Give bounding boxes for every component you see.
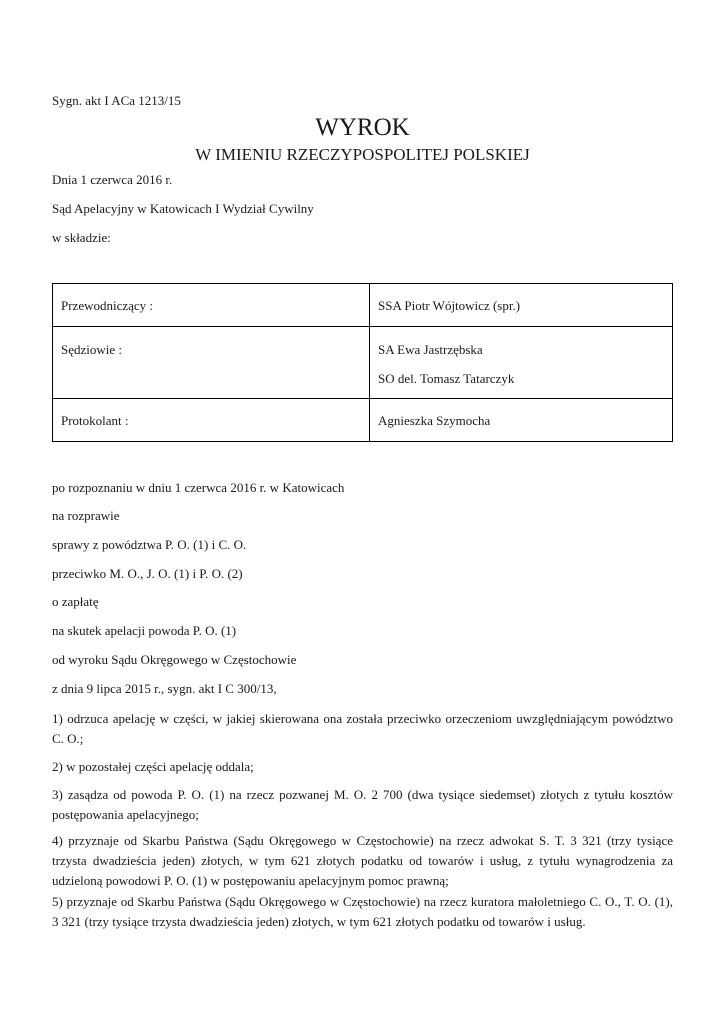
body-line: z dnia 9 lipca 2015 r., sygn. akt I C 300/13, bbox=[52, 681, 277, 696]
document-subtitle: W IMIENIU RZECZYPOSPOLITEJ POLSKIEJ bbox=[195, 145, 530, 164]
body-line: przeciwko M. O., J. O. (1) i P. O. (2) bbox=[52, 566, 243, 581]
court-name: Sąd Apelacyjny w Katowicach I Wydział Cywilny bbox=[52, 201, 314, 216]
ruling-point: 5) przyznaje od Skarbu Państwa (Sądu Okręgowego w Częstochowie) na rzecz kuratora małoletniego C. O., T. O. (1), 3 321 (trzy tysiące trzysta dwadzieścia jeden) złotych, w tym 621 złotych podatku od towarów i usług. bbox=[52, 894, 673, 929]
body-line: sprawy z powództwa P. O. (1) i C. O. bbox=[52, 537, 247, 552]
ruling-point: 4) przyznaje od Skarbu Państwa (Sądu Okręgowego w Częstochowie) na rzecz adwokat S. T. 3 321 (trzy tysiące trzysta dwadzieścia jeden) złotych, w tym 621 złotych podatku od towarów i usług, z tytułu wynagrodzenia za udzieloną powodowi P. O. (1) w postępowaniu apelacyjnym pomoc prawną; bbox=[52, 833, 673, 888]
table-row bbox=[53, 327, 673, 399]
body-line: na rozprawie bbox=[52, 508, 120, 523]
body-line: od wyroku Sądu Okręgowego w Częstochowie bbox=[52, 652, 297, 667]
member-name: SO del. Tomasz Tatarczyk bbox=[378, 371, 515, 386]
role-label: Przewodniczący : bbox=[61, 298, 154, 313]
composition-table bbox=[52, 283, 673, 442]
body-line: o zapłatę bbox=[52, 594, 99, 609]
member-name: Agnieszka Szymocha bbox=[378, 413, 491, 428]
role-label: Protokolant : bbox=[61, 413, 129, 428]
judgment-date: Dnia 1 czerwca 2016 r. bbox=[52, 172, 173, 187]
role-label: Sędziowie : bbox=[61, 342, 123, 357]
table-row bbox=[53, 399, 673, 442]
ruling-point: 3) zasądza od powoda P. O. (1) na rzecz pozwanej M. O. 2 700 (dwa tysiące siedemset) złotych z tytułu kosztów postępowania apelacyjnego; bbox=[52, 787, 673, 822]
body-line: po rozpoznaniu w dniu 1 czerwca 2016 r. w Katowicach bbox=[52, 480, 345, 495]
table-row bbox=[53, 284, 673, 327]
document-title: WYROK bbox=[315, 114, 410, 141]
ruling-point: 1) odrzuca apelację w części, w jakiej skierowana ona została przeciwko orzeczeniom uwzględniającym powództwo C. O.; bbox=[52, 711, 673, 746]
ruling-point: 2) w pozostałej części apelację oddala; bbox=[52, 759, 254, 774]
case-signature: Sygn. akt I ACa 1213/15 bbox=[52, 93, 181, 108]
member-name: SSA Piotr Wójtowicz (spr.) bbox=[378, 298, 521, 313]
composition-label: w składzie: bbox=[52, 230, 111, 245]
member-name: SA Ewa Jastrzębska bbox=[378, 342, 483, 357]
body-line: na skutek apelacji powoda P. O. (1) bbox=[52, 623, 237, 638]
